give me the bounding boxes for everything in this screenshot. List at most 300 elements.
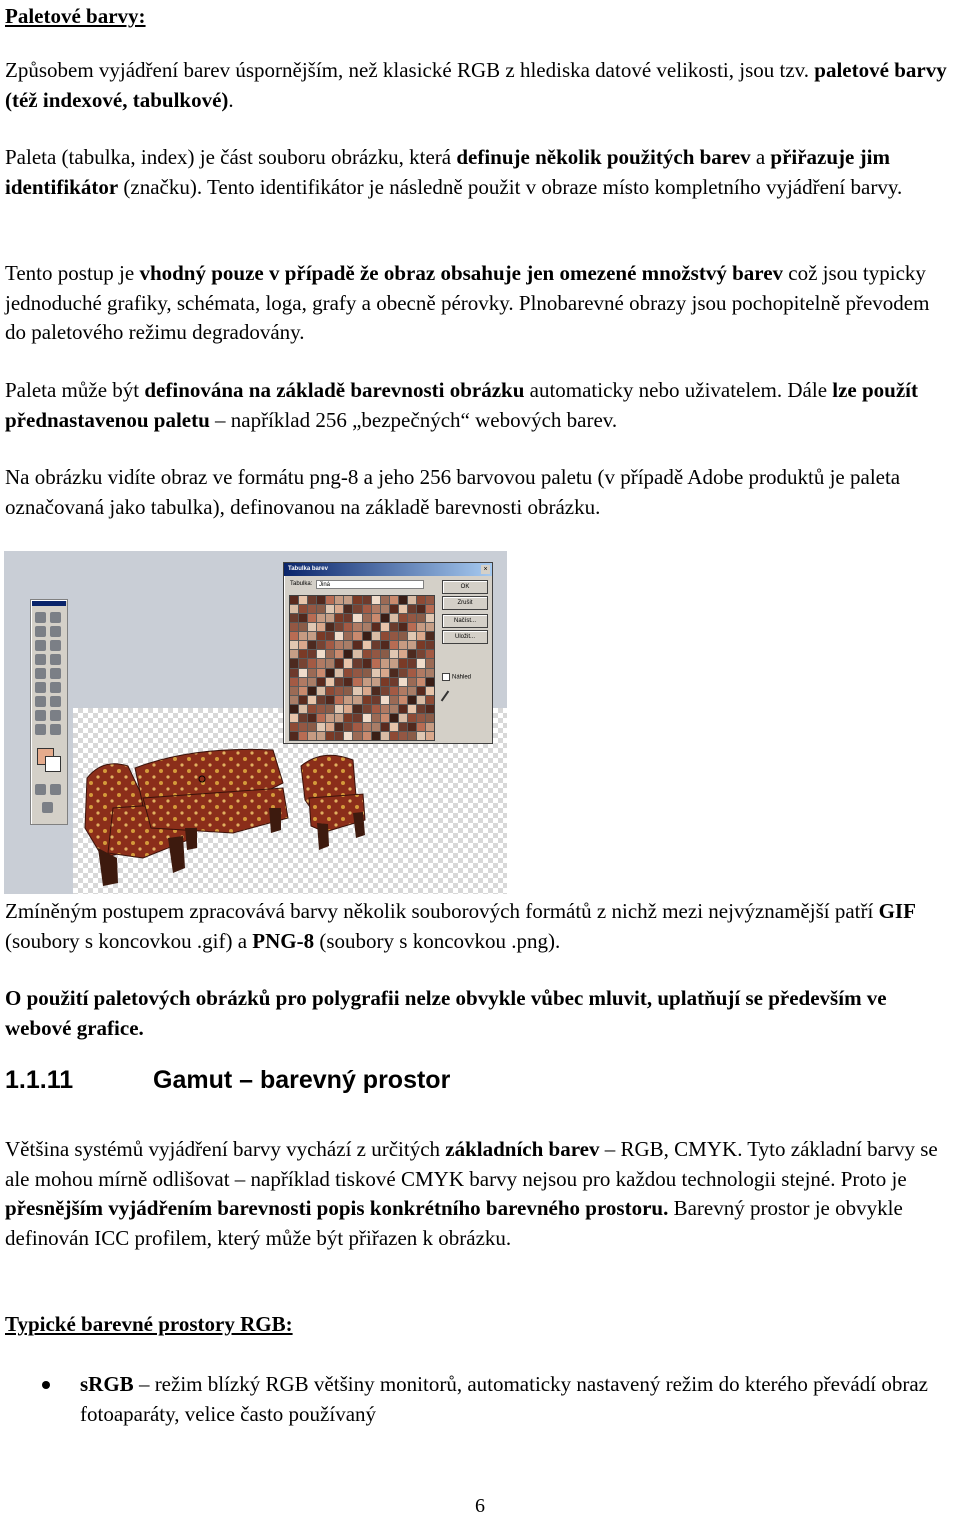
palette-swatch[interactable] [408,732,416,740]
close-icon[interactable]: × [481,565,490,574]
palette-swatch[interactable] [399,641,407,649]
palette-swatch[interactable] [363,723,371,731]
palette-swatch[interactable] [426,687,434,695]
palette-swatch[interactable] [308,659,316,667]
palette-swatch[interactable] [299,650,307,658]
palette-swatch[interactable] [326,605,334,613]
palette-swatch[interactable] [353,705,361,713]
palette-swatch[interactable] [299,669,307,677]
palette-swatch[interactable] [317,696,325,704]
paragraph-palette-intro: Způsobem vyjádření barev úspornějším, než klasické RGB z hlediska datové velikosti, jsou tzv. paletové barvy (též indexové, tabulkové). [5,58,947,112]
palette-swatch[interactable] [381,669,389,677]
palette-swatch[interactable] [417,614,425,622]
palette-swatch[interactable] [353,669,361,677]
section-heading [5,1066,450,1095]
palette-swatch[interactable] [335,641,343,649]
toolbox-panel [30,599,68,825]
palette-swatch[interactable] [381,623,389,631]
palette-swatch[interactable] [372,678,380,686]
palette-swatch[interactable] [299,623,307,631]
paragraph-palette-definition: Paleta (tabulka, index) je část souboru obrázku, která definuje několik použitých barev a přiřazuje jim identifikátor (značku). Tento identifikátor je následně použit v obraze místo kompletního vyjádření barvy. [5,145,903,199]
palette-swatch[interactable] [417,714,425,722]
palette-swatch[interactable] [290,641,298,649]
palette-swatch[interactable] [335,669,343,677]
palette-swatch[interactable] [344,732,352,740]
palette-swatch[interactable] [335,714,343,722]
palette-swatch[interactable] [417,596,425,604]
palette-swatch[interactable] [326,614,334,622]
palette-swatch[interactable] [399,614,407,622]
palette-swatch[interactable] [353,714,361,722]
palette-swatch[interactable] [290,605,298,613]
palette-swatch[interactable] [335,614,343,622]
palette-swatch[interactable] [408,605,416,613]
palette-swatch[interactable] [353,650,361,658]
paragraph-usage: Tento postup je vhodný pouze v případě že obraz obsahuje jen omezené množstvý barev což jsou typicky jednoduché grafiky, schémata, loga, grafy a obecně pérovky. Plnobarevné obrazy jsou pochopitelně převodem do paletového režimu degradovány. [5,261,930,344]
palette-swatch[interactable] [299,641,307,649]
palette-swatch[interactable] [353,696,361,704]
palette-swatch[interactable] [399,705,407,713]
palette-swatch[interactable] [335,705,343,713]
palette-swatch[interactable] [390,605,398,613]
palette-swatch[interactable] [399,714,407,722]
palette-swatch[interactable] [372,687,380,695]
palette-swatch[interactable] [426,732,434,740]
palette-swatch[interactable] [408,650,416,658]
palette-swatch[interactable] [390,687,398,695]
palette-swatch[interactable] [372,650,380,658]
palette-grid[interactable] [289,595,435,741]
palette-swatch[interactable] [390,669,398,677]
palette-swatch[interactable] [290,732,298,740]
palette-swatch[interactable] [317,650,325,658]
palette-swatch[interactable] [290,687,298,695]
eraser-tool-icon [35,682,46,693]
palette-swatch[interactable] [335,723,343,731]
palette-swatch[interactable] [408,714,416,722]
palette-swatch[interactable] [363,596,371,604]
palette-swatch[interactable] [417,669,425,677]
palette-swatch[interactable] [299,659,307,667]
palette-swatch[interactable] [299,687,307,695]
palette-swatch[interactable] [353,659,361,667]
palette-swatch[interactable] [408,659,416,667]
palette-swatch[interactable] [344,696,352,704]
palette-swatch[interactable] [417,659,425,667]
palette-swatch[interactable] [390,614,398,622]
palette-swatch[interactable] [408,641,416,649]
palette-swatch[interactable] [326,705,334,713]
palette-swatch[interactable] [426,659,434,667]
palette-swatch[interactable] [326,659,334,667]
palette-swatch[interactable] [317,605,325,613]
palette-swatch[interactable] [390,696,398,704]
palette-swatch[interactable] [299,705,307,713]
paragraph-polygraphy-note: O použití paletových obrázků pro polygrafii nelze obvykle vůbec mluvit, uplatňují se především ve webové grafice. [5,986,887,1040]
palette-swatch[interactable] [363,650,371,658]
palette-swatch[interactable] [426,723,434,731]
palette-swatch[interactable] [363,669,371,677]
palette-swatch[interactable] [417,632,425,640]
palette-swatch[interactable] [363,696,371,704]
palette-swatch[interactable] [381,659,389,667]
palette-swatch[interactable] [299,696,307,704]
palette-swatch[interactable] [426,705,434,713]
palette-swatch[interactable] [381,696,389,704]
palette-swatch[interactable] [408,705,416,713]
palette-swatch[interactable] [317,678,325,686]
palette-swatch[interactable] [408,678,416,686]
palette-swatch[interactable] [363,659,371,667]
palette-swatch[interactable] [408,623,416,631]
palette-swatch[interactable] [290,696,298,704]
palette-swatch[interactable] [399,696,407,704]
palette-swatch[interactable] [390,678,398,686]
palette-swatch[interactable] [363,732,371,740]
palette-swatch[interactable] [299,732,307,740]
palette-swatch[interactable] [317,641,325,649]
palette-swatch[interactable] [381,714,389,722]
paragraph-palette-sources: Paleta může být definována na základě barevnosti obrázku automaticky nebo uživatelem. Dále lze použít přednastavenou paletu – například 256 „bezpečných“ webových barev. [5,378,918,432]
palette-swatch[interactable] [326,714,334,722]
palette-swatch[interactable] [317,632,325,640]
palette-swatch[interactable] [381,732,389,740]
palette-swatch[interactable] [426,596,434,604]
palette-swatch[interactable] [399,687,407,695]
palette-swatch[interactable] [344,714,352,722]
checkbox-icon[interactable] [442,673,450,681]
palette-swatch[interactable] [299,723,307,731]
palette-swatch[interactable] [299,714,307,722]
palette-swatch[interactable] [426,650,434,658]
palette-swatch[interactable] [372,732,380,740]
palette-swatch[interactable] [372,614,380,622]
palette-swatch[interactable] [426,714,434,722]
palette-swatch[interactable] [372,669,380,677]
palette-swatch[interactable] [426,669,434,677]
palette-swatch[interactable] [372,714,380,722]
palette-swatch[interactable] [381,650,389,658]
palette-swatch[interactable] [372,623,380,631]
palette-swatch[interactable] [381,632,389,640]
palette-swatch[interactable] [372,641,380,649]
palette-swatch[interactable] [344,678,352,686]
palette-swatch[interactable] [344,650,352,658]
palette-swatch[interactable] [308,687,316,695]
palette-swatch[interactable] [308,732,316,740]
palette-swatch[interactable] [290,623,298,631]
palette-swatch[interactable] [372,596,380,604]
palette-swatch[interactable] [326,632,334,640]
palette-swatch[interactable] [317,723,325,731]
palette-swatch[interactable] [326,641,334,649]
palette-swatch[interactable] [335,650,343,658]
paragraph-formats: Zmíněným postupem zpracovává barvy několik souborových formátů z nichž mezi nejvýznamější patří GIF (soubory s koncovkou .gif) a PNG-8 (soubory s koncovkou .png). [5,899,916,953]
slice-tool-icon [50,640,61,651]
palette-swatch[interactable] [399,678,407,686]
palette-swatch[interactable] [326,596,334,604]
palette-swatch[interactable] [399,623,407,631]
palette-swatch[interactable] [381,678,389,686]
color-table-dialog [283,562,493,744]
palette-swatch[interactable] [317,732,325,740]
rgb-spaces-list [0,1370,960,1429]
palette-swatch[interactable] [426,623,434,631]
palette-swatch[interactable] [308,678,316,686]
palette-swatch[interactable] [317,623,325,631]
palette-swatch[interactable] [344,687,352,695]
palette-swatch[interactable] [372,705,380,713]
palette-swatch[interactable] [317,669,325,677]
palette-swatch[interactable] [417,678,425,686]
palette-swatch[interactable] [308,641,316,649]
palette-swatch[interactable] [399,669,407,677]
dialog-title: Tabulka barev [284,563,492,576]
palette-swatch[interactable] [408,614,416,622]
palette-swatch[interactable] [399,723,407,731]
palette-swatch[interactable] [344,632,352,640]
blur-tool-icon [35,696,46,707]
subsection-title: Typické barevné prostory RGB: [5,1312,293,1336]
palette-swatch[interactable] [408,687,416,695]
palette-swatch[interactable] [317,596,325,604]
pen-tool-icon [35,724,46,735]
palette-swatch[interactable] [335,659,343,667]
palette-swatch[interactable] [344,623,352,631]
palette-swatch[interactable] [372,605,380,613]
background-color-swatch [45,756,61,772]
palette-swatch[interactable] [381,687,389,695]
palette-swatch[interactable] [381,723,389,731]
palette-swatch[interactable] [299,632,307,640]
palette-swatch[interactable] [408,632,416,640]
palette-swatch[interactable] [372,696,380,704]
palette-swatch[interactable] [399,659,407,667]
section-title: Paletové barvy: [5,4,146,28]
brush-tool-icon [35,654,46,665]
palette-swatch[interactable] [353,623,361,631]
palette-swatch[interactable] [344,605,352,613]
preview-checkbox[interactable]: Náhled [442,673,471,681]
palette-swatch[interactable] [417,641,425,649]
save-button[interactable]: Uložit... [442,630,488,644]
palette-swatch[interactable] [426,641,434,649]
palette-swatch[interactable] [363,605,371,613]
palette-swatch[interactable] [408,669,416,677]
palette-swatch[interactable] [308,614,316,622]
palette-swatch[interactable] [399,732,407,740]
heading-text: Gamut – barevný prostor [153,1066,451,1094]
palette-swatch[interactable] [326,732,334,740]
palette-swatch[interactable] [408,696,416,704]
palette-swatch[interactable] [390,596,398,604]
palette-swatch[interactable] [408,723,416,731]
palette-swatch[interactable] [390,650,398,658]
palette-swatch[interactable] [299,596,307,604]
page-number: 6 [475,1495,485,1517]
palette-swatch[interactable] [290,723,298,731]
path-tool-icon [35,710,46,721]
palette-swatch[interactable] [308,705,316,713]
palette-swatch[interactable] [381,705,389,713]
palette-swatch[interactable] [390,659,398,667]
palette-swatch[interactable] [335,596,343,604]
palette-swatch[interactable] [372,659,380,667]
palette-swatch[interactable] [390,632,398,640]
table-label: Tabulka: [290,581,313,587]
palette-swatch[interactable] [335,678,343,686]
palette-swatch[interactable] [372,723,380,731]
palette-swatch[interactable] [390,714,398,722]
palette-swatch[interactable] [344,705,352,713]
palette-swatch[interactable] [417,687,425,695]
palette-swatch[interactable] [290,678,298,686]
palette-swatch[interactable] [426,605,434,613]
palette-swatch[interactable] [317,705,325,713]
palette-swatch[interactable] [335,696,343,704]
palette-swatch[interactable] [426,696,434,704]
palette-swatch[interactable] [326,623,334,631]
palette-swatch[interactable] [353,687,361,695]
lasso-tool-icon [35,626,46,637]
palette-swatch[interactable] [408,596,416,604]
palette-swatch[interactable] [317,714,325,722]
palette-swatch[interactable] [399,650,407,658]
palette-swatch[interactable] [353,614,361,622]
palette-swatch[interactable] [372,632,380,640]
palette-swatch[interactable] [299,605,307,613]
palette-swatch[interactable] [390,705,398,713]
stamp-tool-icon [35,668,46,679]
palette-swatch[interactable] [326,650,334,658]
palette-swatch[interactable] [308,714,316,722]
palette-swatch[interactable] [344,723,352,731]
palette-swatch[interactable] [326,687,334,695]
pencil-tool-icon [50,654,61,665]
eyedropper-icon[interactable] [441,691,450,702]
move-tool-icon [50,612,61,623]
palette-swatch[interactable] [417,705,425,713]
gradient-tool-icon [50,682,61,693]
jump-to-icon [42,802,53,813]
palette-swatch[interactable] [326,723,334,731]
palette-swatch[interactable] [363,641,371,649]
palette-swatch[interactable] [308,696,316,704]
palette-swatch[interactable] [344,659,352,667]
palette-swatch[interactable] [417,723,425,731]
palette-swatch[interactable] [326,696,334,704]
palette-swatch[interactable] [381,641,389,649]
palette-swatch[interactable] [426,678,434,686]
palette-swatch[interactable] [353,596,361,604]
palette-swatch[interactable] [308,632,316,640]
palette-swatch[interactable] [335,687,343,695]
palette-swatch[interactable] [326,669,334,677]
palette-swatch[interactable] [299,678,307,686]
screen-mode-icon [50,784,61,795]
palette-swatch[interactable] [363,705,371,713]
palette-swatch[interactable] [308,669,316,677]
palette-swatch[interactable] [353,732,361,740]
palette-swatch[interactable] [344,669,352,677]
palette-swatch[interactable] [381,614,389,622]
palette-swatch[interactable] [335,732,343,740]
palette-swatch[interactable] [317,614,325,622]
palette-swatch[interactable] [363,678,371,686]
palette-swatch[interactable] [335,632,343,640]
palette-swatch[interactable] [353,678,361,686]
palette-swatch[interactable] [390,732,398,740]
load-button[interactable]: Načíst... [442,614,488,628]
palette-swatch[interactable] [344,596,352,604]
palette-swatch[interactable] [290,650,298,658]
table-select[interactable]: Jiná [316,580,424,589]
palette-swatch[interactable] [344,614,352,622]
palette-swatch[interactable] [290,596,298,604]
palette-swatch[interactable] [390,641,398,649]
dodge-tool-icon [50,696,61,707]
marquee-tool-icon [35,612,46,623]
palette-swatch[interactable] [417,650,425,658]
palette-swatch[interactable] [417,732,425,740]
palette-swatch[interactable] [417,696,425,704]
palette-screenshot-figure [4,551,507,894]
palette-swatch[interactable] [353,632,361,640]
palette-swatch[interactable] [363,623,371,631]
palette-swatch[interactable] [399,605,407,613]
palette-swatch[interactable] [290,614,298,622]
palette-swatch[interactable] [426,614,434,622]
palette-swatch[interactable] [363,614,371,622]
palette-swatch[interactable] [390,723,398,731]
palette-swatch[interactable] [290,669,298,677]
palette-swatch[interactable] [317,659,325,667]
palette-swatch[interactable] [363,687,371,695]
palette-swatch[interactable] [290,659,298,667]
palette-swatch[interactable] [353,605,361,613]
palette-swatch[interactable] [299,614,307,622]
palette-swatch[interactable] [353,723,361,731]
palette-swatch[interactable] [290,705,298,713]
palette-swatch[interactable] [390,623,398,631]
palette-swatch[interactable] [290,714,298,722]
palette-swatch[interactable] [308,605,316,613]
palette-swatch[interactable] [308,650,316,658]
palette-swatch[interactable] [399,596,407,604]
palette-swatch[interactable] [363,714,371,722]
palette-swatch[interactable] [363,632,371,640]
palette-swatch[interactable] [335,605,343,613]
palette-swatch[interactable] [381,605,389,613]
palette-swatch[interactable] [353,641,361,649]
palette-swatch[interactable] [417,605,425,613]
palette-swatch[interactable] [417,623,425,631]
palette-swatch[interactable] [381,596,389,604]
palette-swatch[interactable] [317,687,325,695]
shape-tool-icon [50,724,61,735]
palette-swatch[interactable] [326,678,334,686]
palette-swatch[interactable] [308,623,316,631]
palette-swatch[interactable] [308,596,316,604]
palette-swatch[interactable] [308,723,316,731]
cancel-button[interactable]: Zrušit [442,596,488,610]
ok-button[interactable]: OK [442,580,488,594]
palette-swatch[interactable] [426,632,434,640]
palette-swatch[interactable] [335,623,343,631]
palette-swatch[interactable] [290,632,298,640]
palette-swatch[interactable] [399,632,407,640]
palette-swatch[interactable] [344,641,352,649]
